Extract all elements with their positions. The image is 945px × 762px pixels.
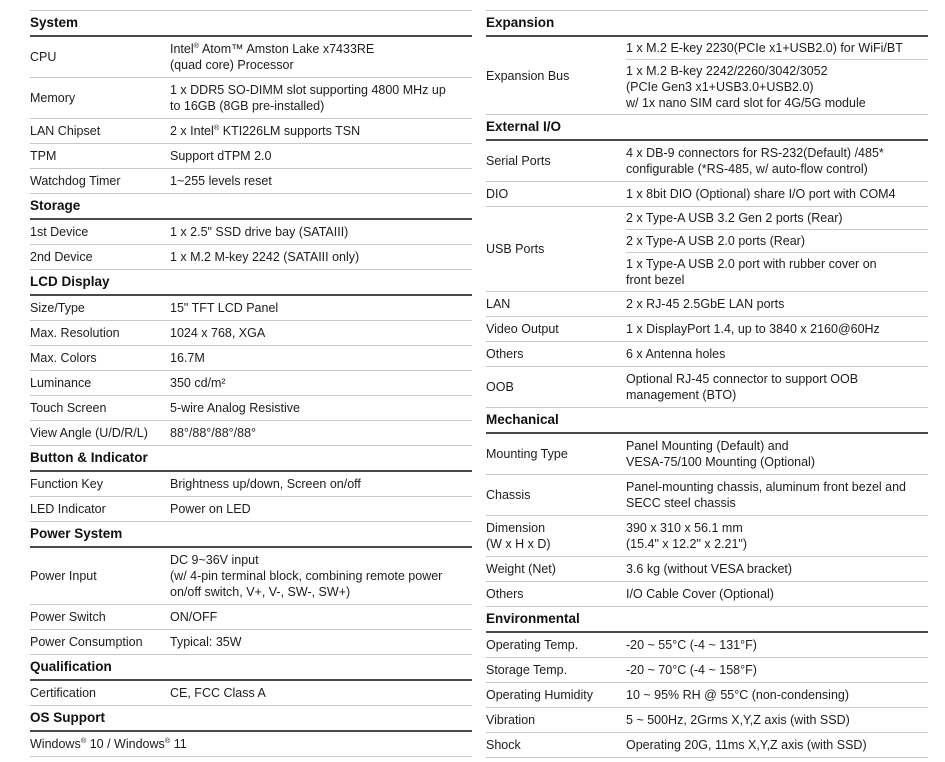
spec-value: Brightness up/down, Screen on/off bbox=[170, 477, 361, 491]
spec-row bbox=[30, 421, 472, 446]
spec-subvalue: 1 x M.2 E-key 2230(PCIe x1+USB2.0) for WiFi/BT bbox=[626, 37, 928, 60]
spec-label: OOB bbox=[486, 380, 514, 394]
spec-row bbox=[486, 317, 928, 342]
spec-label: Dimension (W x H x D) bbox=[486, 521, 551, 551]
spec-value: DC 9~36V input (w/ 4-pin terminal block, combining remote power on/off switch, V+, V-, SW-, SW+) bbox=[170, 553, 443, 599]
spec-label: Certification bbox=[30, 686, 96, 700]
spec-row bbox=[486, 182, 928, 207]
spec-row bbox=[486, 434, 928, 475]
spec-label: Chassis bbox=[486, 488, 531, 502]
section-expansion bbox=[486, 11, 928, 115]
spec-value: 390 x 310 x 56.1 mm (15.4" x 12.2" x 2.21") bbox=[626, 521, 748, 551]
spec-value-group bbox=[626, 207, 928, 291]
spec-label: TPM bbox=[30, 149, 57, 163]
spec-row bbox=[30, 371, 472, 396]
spec-row bbox=[486, 342, 928, 367]
spec-row bbox=[486, 683, 928, 708]
spec-columns bbox=[30, 10, 945, 758]
spec-subvalue: 2 x Type-A USB 3.2 Gen 2 ports (Rear) bbox=[626, 207, 928, 230]
spec-row bbox=[30, 497, 472, 522]
spec-row bbox=[486, 141, 928, 182]
spec-row bbox=[30, 396, 472, 421]
section-os-support bbox=[30, 706, 472, 757]
spec-row bbox=[486, 475, 928, 516]
spec-label: Power Switch bbox=[30, 610, 106, 624]
spec-label: LED Indicator bbox=[30, 502, 106, 516]
spec-value: 5 ~ 500Hz, 2Grms X,Y,Z axis (with SSD) bbox=[626, 713, 850, 727]
spec-label: Operating Humidity bbox=[486, 688, 593, 702]
spec-row bbox=[30, 119, 472, 144]
spec-value: -20 ~ 55°C (-4 ~ 131°F) bbox=[626, 638, 757, 652]
section-system bbox=[30, 11, 472, 194]
spec-value: Power on LED bbox=[170, 502, 251, 516]
spec-label: Video Output bbox=[486, 322, 559, 336]
section-lcd-display bbox=[30, 270, 472, 446]
spec-value: 3.6 kg (without VESA bracket) bbox=[626, 562, 793, 576]
spec-label: Operating Temp. bbox=[486, 638, 579, 652]
spec-value: 88°/88°/88°/88° bbox=[170, 426, 257, 440]
spec-value: 5-wire Analog Resistive bbox=[170, 401, 300, 415]
section-title: Button & Indicator bbox=[30, 446, 472, 472]
spec-value: Optional RJ-45 connector to support OOB management (BTO) bbox=[626, 372, 859, 402]
spec-label: Others bbox=[486, 587, 524, 601]
spec-label: Power Input bbox=[30, 569, 97, 583]
spec-table-left bbox=[30, 10, 472, 758]
spec-row bbox=[486, 292, 928, 317]
spec-value: Panel Mounting (Default) and VESA-75/100 Mounting (Optional) bbox=[626, 439, 815, 469]
spec-row bbox=[30, 605, 472, 630]
spec-value: 2 x RJ-45 2.5GbE LAN ports bbox=[626, 297, 785, 311]
spec-label: Size/Type bbox=[30, 301, 85, 315]
spec-row bbox=[486, 37, 928, 115]
section-mechanical bbox=[486, 408, 928, 607]
spec-value: 1 x 2.5" SSD drive bay (SATAIII) bbox=[170, 225, 349, 239]
spec-value: Intel® Atom™ Amston Lake x7433RE (quad core) Processor bbox=[170, 40, 375, 72]
spec-value: 16.7M bbox=[170, 351, 205, 365]
spec-label: Watchdog Timer bbox=[30, 174, 121, 188]
spec-label: View Angle (U/D/R/L) bbox=[30, 426, 148, 440]
spec-value-group bbox=[626, 37, 928, 114]
spec-value: 1 x M.2 M-key 2242 (SATAIII only) bbox=[170, 250, 360, 264]
section-power-system bbox=[30, 522, 472, 655]
spec-label: CPU bbox=[30, 50, 57, 64]
spec-value: Windows® 10 / Windows® 11 bbox=[30, 735, 187, 751]
section-title: Storage bbox=[30, 194, 472, 220]
section-title: Expansion bbox=[486, 11, 928, 37]
spec-label: Others bbox=[486, 347, 524, 361]
spec-row bbox=[30, 296, 472, 321]
spec-row bbox=[30, 245, 472, 270]
spec-value: 1 x DisplayPort 1.4, up to 3840 x 2160@60Hz bbox=[626, 322, 880, 336]
spec-value: 10 ~ 95% RH @ 55°C (non-condensing) bbox=[626, 688, 850, 702]
section-qualification bbox=[30, 655, 472, 706]
spec-value: Typical: 35W bbox=[170, 635, 242, 649]
section-title: Mechanical bbox=[486, 408, 928, 434]
spec-row bbox=[30, 220, 472, 245]
spec-label: Expansion Bus bbox=[486, 68, 570, 83]
spec-label: Max. Resolution bbox=[30, 326, 120, 340]
spec-value: -20 ~ 70°C (-4 ~ 158°F) bbox=[626, 663, 757, 677]
spec-row bbox=[486, 582, 928, 607]
spec-row bbox=[30, 732, 472, 757]
spec-value: Support dTPM 2.0 bbox=[170, 149, 272, 163]
spec-value: 6 x Antenna holes bbox=[626, 347, 726, 361]
section-title: Power System bbox=[30, 522, 472, 548]
spec-row bbox=[486, 207, 928, 292]
spec-row bbox=[30, 37, 472, 78]
spec-row bbox=[30, 472, 472, 497]
spec-label: Function Key bbox=[30, 477, 103, 491]
spec-value: 1 x DDR5 SO-DIMM slot supporting 4800 MHz up to 16GB (8GB pre-installed) bbox=[170, 83, 446, 113]
section-environmental bbox=[486, 607, 928, 758]
spec-row bbox=[486, 658, 928, 683]
spec-label: Storage Temp. bbox=[486, 663, 568, 677]
spec-table-right bbox=[486, 10, 928, 758]
spec-row bbox=[30, 321, 472, 346]
spec-label: Power Consumption bbox=[30, 635, 143, 649]
section-title: Qualification bbox=[30, 655, 472, 681]
spec-row bbox=[486, 367, 928, 408]
section-title: Environmental bbox=[486, 607, 928, 633]
spec-value: Operating 20G, 11ms X,Y,Z axis (with SSD) bbox=[626, 738, 867, 752]
spec-label: 2nd Device bbox=[30, 250, 93, 264]
section-title: OS Support bbox=[30, 706, 472, 732]
spec-label: Touch Screen bbox=[30, 401, 107, 415]
spec-value: 1 x 8bit DIO (Optional) share I/O port with COM4 bbox=[626, 187, 896, 201]
spec-row bbox=[30, 78, 472, 119]
spec-value: 2 x Intel® KTI226LM supports TSN bbox=[170, 122, 361, 138]
spec-row bbox=[30, 346, 472, 371]
spec-label: LAN Chipset bbox=[30, 124, 101, 138]
spec-row bbox=[30, 681, 472, 706]
section-title: System bbox=[30, 11, 472, 37]
spec-row bbox=[486, 733, 928, 758]
spec-value: 1~255 levels reset bbox=[170, 174, 272, 188]
spec-label: 1st Device bbox=[30, 225, 89, 239]
spec-row bbox=[486, 557, 928, 582]
spec-value: ON/OFF bbox=[170, 610, 218, 624]
spec-value: CE, FCC Class A bbox=[170, 686, 266, 700]
spec-label: Vibration bbox=[486, 713, 536, 727]
spec-row bbox=[30, 144, 472, 169]
spec-label: USB Ports bbox=[486, 242, 545, 256]
spec-value: 15" TFT LCD Panel bbox=[170, 301, 279, 315]
spec-value: 350 cd/m² bbox=[170, 376, 226, 390]
spec-subvalue: 1 x Type-A USB 2.0 port with rubber cover on front bezel bbox=[626, 257, 877, 287]
section-title: External I/O bbox=[486, 115, 928, 141]
spec-label: Mounting Type bbox=[486, 447, 568, 461]
spec-label: Luminance bbox=[30, 376, 92, 390]
spec-label: Max. Colors bbox=[30, 351, 97, 365]
spec-label: Memory bbox=[30, 91, 76, 105]
spec-row bbox=[30, 548, 472, 605]
spec-subvalue: 1 x M.2 B-key 2242/2260/3042/3052 (PCIe Gen3 x1+USB3.0+USB2.0) w/ 1x nano SIM card slot for 4G/5G module bbox=[626, 64, 866, 110]
section-external-i-o bbox=[486, 115, 928, 408]
spec-label: LAN bbox=[486, 297, 511, 311]
spec-row bbox=[486, 516, 928, 557]
spec-value: Panel-mounting chassis, aluminum front bezel and SECC steel chassis bbox=[626, 480, 907, 510]
spec-label: Weight (Net) bbox=[486, 562, 556, 576]
spec-row bbox=[30, 169, 472, 194]
section-storage bbox=[30, 194, 472, 270]
spec-value: I/O Cable Cover (Optional) bbox=[626, 587, 774, 601]
spec-row bbox=[30, 630, 472, 655]
spec-label: DIO bbox=[486, 187, 509, 201]
section-button-indicator bbox=[30, 446, 472, 522]
section-title: LCD Display bbox=[30, 270, 472, 296]
spec-value: 4 x DB-9 connectors for RS-232(Default) /485* configurable (*RS-485, w/ auto-flow control) bbox=[626, 146, 884, 176]
spec-label: Serial Ports bbox=[486, 154, 551, 168]
spec-row bbox=[486, 633, 928, 658]
spec-label: Shock bbox=[486, 738, 521, 752]
spec-value: 1024 x 768, XGA bbox=[170, 326, 266, 340]
spec-row bbox=[486, 708, 928, 733]
spec-subvalue: 2 x Type-A USB 2.0 ports (Rear) bbox=[626, 230, 928, 253]
